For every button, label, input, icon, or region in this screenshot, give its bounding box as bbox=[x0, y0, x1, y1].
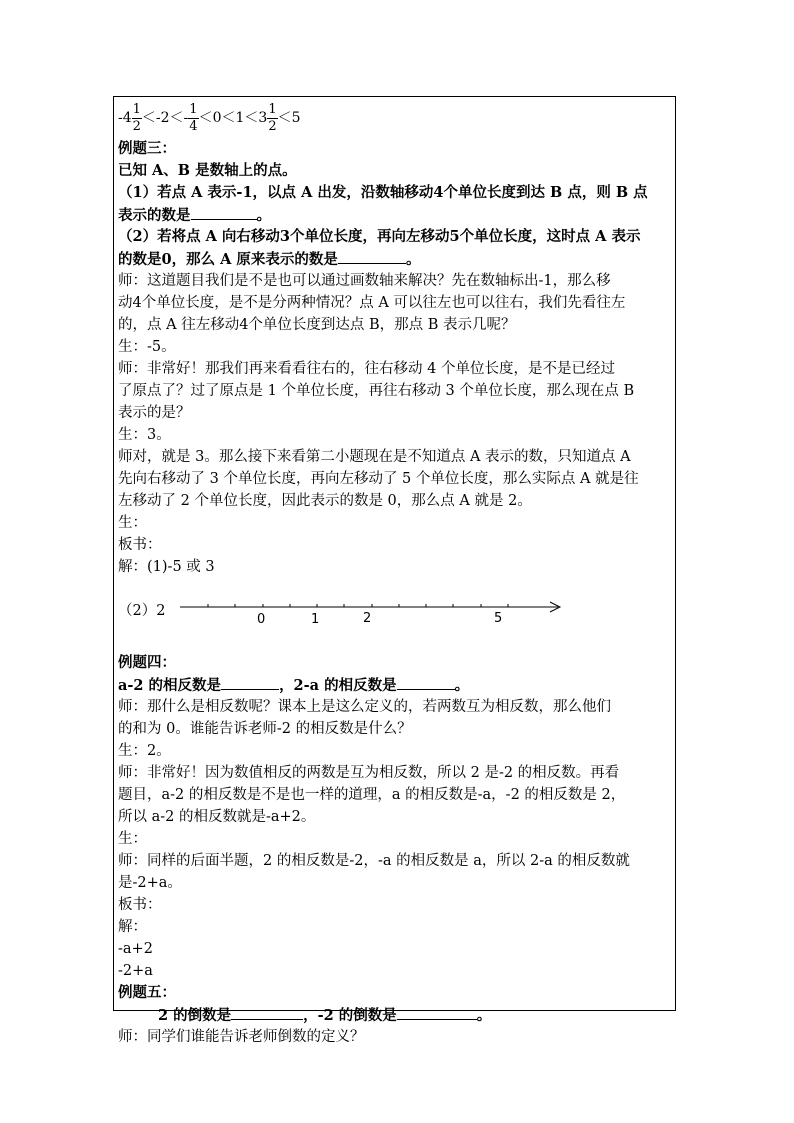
dialog-line: 板书： bbox=[118, 897, 162, 913]
dialog-line: 的，点 A 往左移动4个单位长度到达点 B，那点 B 表示几呢？ bbox=[118, 317, 516, 333]
dialog-line: 师对，就是 3。那么接下来看第二小题现在是不知道点 A 表示的数，只知道点 A bbox=[118, 449, 631, 465]
dialog-line: 解：(1)-5 或 3 bbox=[118, 559, 215, 575]
dialog-line: -a+2 bbox=[118, 941, 153, 957]
fraction: $\frac{1}{4}$ bbox=[189, 101, 198, 134]
document-body bbox=[118, 98, 674, 1048]
ineq-part: ＜-2＜- bbox=[141, 110, 189, 126]
answer-blank[interactable] bbox=[191, 204, 257, 220]
example4-title: 例题四： bbox=[118, 654, 176, 671]
answer-blank[interactable] bbox=[397, 674, 455, 690]
dialog-line: 生： bbox=[118, 515, 147, 531]
ineq-part: ＜5 bbox=[277, 110, 301, 126]
example3-q1-cont: 表示的数是 。 bbox=[118, 204, 674, 226]
dialog-line: 师：非常好！因为数值相反的两数是互为相反数，所以 2 是-2 的相反数。再看 bbox=[118, 765, 620, 781]
dialog-line: 生：-5。 bbox=[118, 339, 176, 355]
dialog-line: 师：同学们谁能告诉老师倒数的定义？ bbox=[118, 1029, 365, 1045]
example4-question: a-2 的相反数是 ，2-a 的相反数是 。 bbox=[118, 674, 674, 696]
answer-blank[interactable] bbox=[397, 1004, 477, 1020]
dialog-line: 表示的是？ bbox=[118, 405, 191, 421]
dialog-line: 了原点了？过了原点是 1 个单位长度，再往右移动 3 个单位长度，那么现在点 B bbox=[118, 383, 635, 399]
example3-q2: （2）若将点 A 向右移动3个单位长度，再向左移动5个单位长度，这时点 A 表示 bbox=[118, 228, 641, 245]
axis-label: 5 bbox=[494, 611, 503, 626]
dialog-line: 动4个单位长度，是不是分两种情况？点 A 可以往左也可以往右，我们先看往左 bbox=[118, 295, 626, 311]
dialog-line: 师：非常好！那我们再来看看往右的，往右移动 4 个单位长度，是不是已经过 bbox=[118, 361, 615, 377]
inequality-chain bbox=[118, 98, 674, 138]
example3-answer2: （2）2 bbox=[118, 603, 166, 619]
example5-question: 2 的倒数是 ，-2 的倒数是 。 bbox=[118, 1004, 674, 1026]
example3-q2-cont: 的数是0，那么 A 原来表示的数是 。 bbox=[118, 248, 674, 270]
axis-label: 1 bbox=[311, 612, 320, 627]
dialog-line: 所以 a-2 的相反数就是-a+2。 bbox=[118, 809, 316, 825]
example3-title: 例题三： bbox=[118, 140, 176, 157]
dialog-line: 生： bbox=[118, 831, 147, 847]
fraction: $\frac{1}{2}$ bbox=[268, 101, 277, 134]
fraction: $\frac{1}{2}$ bbox=[132, 101, 141, 134]
dialog-line: 生：2。 bbox=[118, 743, 171, 759]
ineq-part: ＜0＜1＜3 bbox=[198, 110, 268, 126]
dialog-line: 先向右移动了 3 个单位长度，再向左移动了 5 个单位长度，那么实际点 A 就是往 bbox=[118, 471, 639, 487]
ineq-part: -4 bbox=[118, 110, 132, 126]
example3-dialog bbox=[118, 270, 674, 578]
axis-label: 2 bbox=[363, 611, 372, 626]
dialog-line: 左移动了 2 个单位长度，因此表示的数是 0，那么点 A 就是 2。 bbox=[118, 493, 532, 509]
dialog-line: 的和为 0。谁能告诉老师-2 的相反数是什么？ bbox=[118, 721, 412, 737]
dialog-line: 师：同样的后面半题，2 的相反数是-2，-a 的相反数是 a，所以 2-a 的相反数就 bbox=[118, 853, 630, 869]
dialog-line: 生：3。 bbox=[118, 427, 171, 443]
answer-blank[interactable] bbox=[231, 1004, 303, 1020]
example5-title: 例题五： bbox=[118, 984, 176, 1001]
example4-dialog bbox=[118, 696, 674, 982]
dialog-line: 是-2+a。 bbox=[118, 875, 182, 891]
answer-blank[interactable] bbox=[221, 674, 279, 690]
answer-blank[interactable] bbox=[338, 248, 406, 264]
dialog-line: 题目，a-2 的相反数是不是也一样的道理，a 的相反数是-a，-2 的相反数是 2， bbox=[118, 787, 626, 803]
dialog-line: -2+a bbox=[118, 963, 153, 979]
dialog-line: 师：这道题目我们是不是也可以通过画数轴来解决？先在数轴标出-1，那么移 bbox=[118, 273, 611, 289]
axis-label: 0 bbox=[257, 612, 266, 627]
dialog-line: 师：那什么是相反数呢？课本上是这么定义的，若两数互为相反数，那么他们 bbox=[118, 699, 611, 715]
dialog-line: 解： bbox=[118, 919, 147, 935]
example3-q1: （1）若点 A 表示-1，以点 A 出发，沿数轴移动4个单位长度到达 B 点，则 B 点 bbox=[118, 184, 648, 201]
example3-stem: 已知 A、B 是数轴上的点。 bbox=[118, 162, 297, 179]
number-line bbox=[180, 600, 570, 630]
dialog-line: 板书： bbox=[118, 537, 162, 553]
